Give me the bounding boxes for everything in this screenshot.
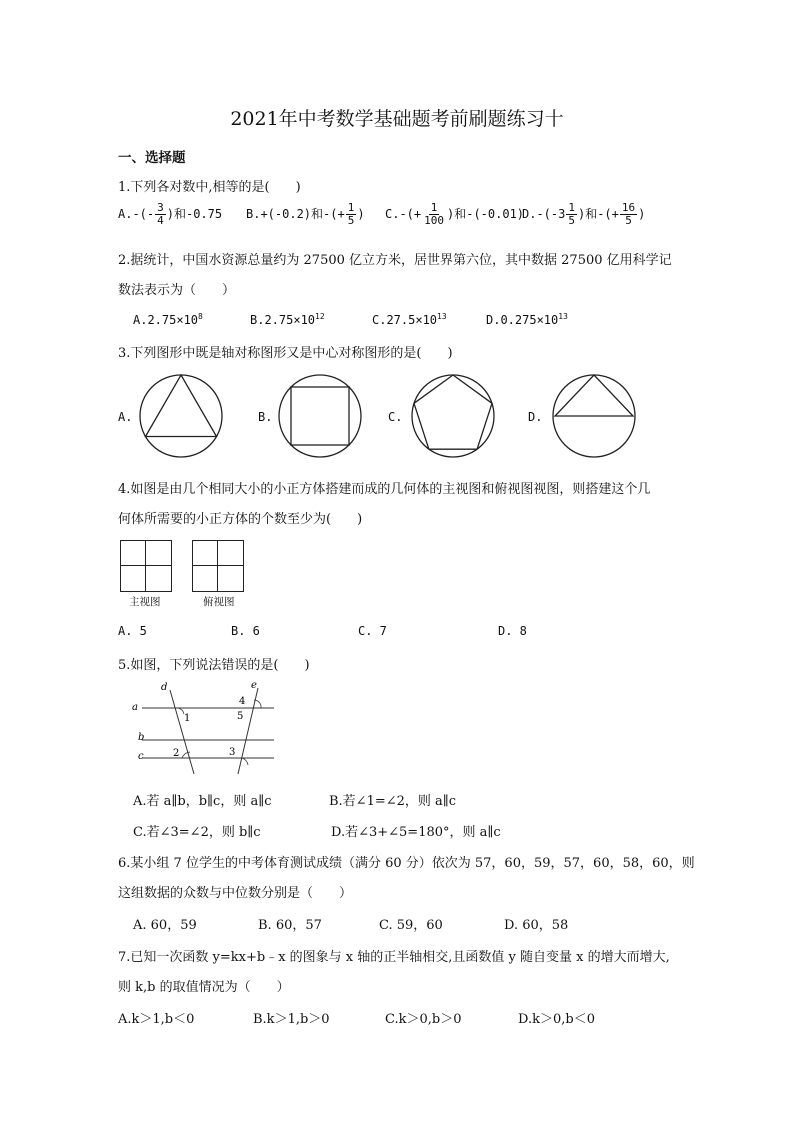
q5-option-d[interactable]: D.若∠3+∠5=180°，则 a∥c	[331, 825, 501, 840]
q7-stem-line2: 则 k,b 的取值情况为（ ）	[118, 980, 290, 995]
q7-option-b[interactable]: B.k＞1,b＞0	[253, 1012, 330, 1027]
q1-a-post: )和-0.75	[166, 207, 223, 221]
q1-a-num: 3	[157, 201, 164, 214]
q1-c-num: 1	[430, 201, 438, 214]
q2-option-b[interactable]	[250, 312, 325, 327]
q7-option-a[interactable]: A.k＞1,b＜0	[118, 1012, 195, 1027]
q2-d-exp: 13	[558, 312, 568, 321]
q3-stem: 3.下列图形中既是轴对称图形又是中心对称图形的是( )	[118, 346, 453, 361]
q2-c-text: C.27.5×10	[372, 313, 438, 327]
q2-option-c[interactable]	[372, 312, 447, 327]
q3-figure-d[interactable]	[551, 373, 637, 459]
q6-option-b[interactable]: B. 60，57	[258, 918, 322, 933]
front-view-caption: 主视图	[129, 596, 161, 608]
q1-b-pre: B.+(-0.2)和-(+	[246, 207, 345, 221]
q1-d-num2: 16	[621, 201, 636, 214]
q4-option-b[interactable]: B. 6	[231, 624, 260, 638]
q2-option-a[interactable]	[133, 312, 203, 327]
q3-label-b[interactable]: B.	[258, 410, 273, 424]
triangle-shape	[555, 375, 633, 416]
q2-c-exp: 13	[437, 312, 447, 321]
label-b: b	[138, 732, 145, 743]
square-shape	[291, 387, 349, 445]
label-c: c	[138, 751, 144, 762]
label-5: 5	[237, 711, 244, 722]
page-title: 2021年中考数学基础题考前刷题练习十	[230, 108, 564, 130]
q5-option-b[interactable]: B.若∠1=∠2，则 a∥c	[329, 794, 457, 809]
q3-label-a[interactable]: A.	[118, 410, 133, 424]
q6-option-d[interactable]: D. 60，58	[504, 918, 569, 933]
q7-option-c[interactable]: C.k＞0,b＞0	[385, 1012, 462, 1027]
q3-figure-b[interactable]	[277, 373, 363, 459]
q7-stem-line1: 7.已知一次函数 y=kx+b﹣x 的图象与 x 轴的正半轴相交,且函数值 y 随自变量 x 的增大而增大,	[118, 950, 670, 965]
q2-a-text: A.2.75×10	[133, 313, 199, 327]
q6-stem-line2: 这组数据的众数与中位数分别是（ ）	[118, 886, 353, 901]
q2-a-exp: 8	[198, 312, 203, 321]
q2-stem-line2: 数法表示为（ ）	[118, 283, 236, 298]
circle-shape	[412, 375, 494, 457]
q1-d-fraction-2	[620, 202, 637, 227]
q1-b-num: 1	[347, 201, 355, 214]
q1-option-d[interactable]	[522, 202, 645, 227]
q4-stem-line2: 何体所需要的小正方体的个数至少为( )	[118, 512, 363, 527]
q1-b-den: 5	[347, 214, 355, 227]
q1-b-fraction	[346, 202, 357, 227]
q1-c-fraction	[422, 202, 446, 227]
q2-b-text: B.2.75×10	[250, 313, 316, 327]
parallel-lines-figure	[128, 678, 280, 776]
label-e: e	[251, 680, 257, 691]
q1-a-pre: A.-(-	[118, 207, 155, 221]
q5-option-c[interactable]: C.若∠3=∠2，则 b∥c	[133, 825, 261, 840]
q3-figure-c[interactable]	[410, 373, 496, 459]
q6-option-a[interactable]: A. 60，59	[133, 918, 197, 933]
q1-d-num: 1	[568, 201, 575, 214]
q1-option-a[interactable]	[118, 202, 222, 227]
section-heading: 一、选择题	[118, 150, 186, 166]
q1-d-mid: )和-(+	[577, 207, 619, 221]
label-4: 4	[239, 696, 246, 707]
q2-stem-line1: 2.据统计，中国水资源总量约为 27500 亿立方米，居世界第六位，其中数据 27500 亿用科学记	[118, 253, 672, 268]
q2-option-d[interactable]	[486, 312, 568, 327]
q5-stem: 5.如图，下列说法错误的是( )	[118, 658, 310, 673]
top-view-caption: 俯视图	[203, 596, 235, 608]
q1-d-pre: D.-(-3	[522, 207, 566, 221]
q1-b-post: )	[357, 207, 365, 221]
q2-b-exp: 12	[315, 312, 325, 321]
q4-option-a[interactable]: A. 5	[118, 624, 147, 638]
q3-label-c[interactable]: C.	[388, 410, 403, 424]
q4-option-d[interactable]: D. 8	[498, 624, 527, 638]
label-d: d	[161, 682, 168, 693]
label-3: 3	[229, 747, 236, 758]
q1-c-post: )和-(-0.01)	[447, 207, 525, 221]
q1-d-den: 5	[568, 214, 575, 227]
top-view-grid	[192, 540, 244, 592]
label-2: 2	[173, 748, 180, 759]
q1-option-c[interactable]	[385, 202, 524, 227]
triangle-shape	[146, 375, 217, 437]
q7-option-d[interactable]: D.k＞0,b＜0	[518, 1012, 595, 1027]
q1-d-post: )	[638, 207, 646, 221]
q6-stem-line1: 6.某小组 7 位学生的中考体育测试成绩（满分 60 分）依次为 57，60，59，57，60，58，60，则	[118, 856, 695, 871]
q4-stem-line1: 4.如图是由几个相同大小的小正方体搭建而成的几何体的主视图和俯视图视图，则搭建这个几	[118, 482, 651, 497]
label-a: a	[132, 702, 138, 713]
q1-stem: 1.下列各对数中,相等的是( )	[118, 180, 301, 195]
q6-option-c[interactable]: C. 59，60	[379, 918, 443, 933]
q3-label-d[interactable]: D.	[528, 410, 543, 424]
q1-option-b[interactable]	[246, 202, 365, 227]
q1-a-fraction	[155, 202, 166, 227]
q3-figure-a[interactable]	[138, 373, 224, 459]
q1-c-den: 100	[424, 214, 444, 227]
q1-d-fraction-1	[566, 202, 577, 227]
q2-d-text: D.0.275×10	[486, 313, 559, 327]
line-d	[170, 690, 194, 774]
q1-c-pre: C.-(+	[385, 207, 422, 221]
q5-option-a[interactable]: A.若 a∥b，b∥c，则 a∥c	[133, 794, 272, 809]
front-view-grid	[120, 540, 172, 592]
circle-shape	[140, 375, 222, 457]
q1-d-den2: 5	[625, 214, 632, 227]
q1-a-den: 4	[157, 214, 164, 227]
q4-option-c[interactable]: C. 7	[358, 624, 387, 638]
label-1: 1	[184, 713, 191, 724]
angle-3-arc	[242, 758, 248, 765]
